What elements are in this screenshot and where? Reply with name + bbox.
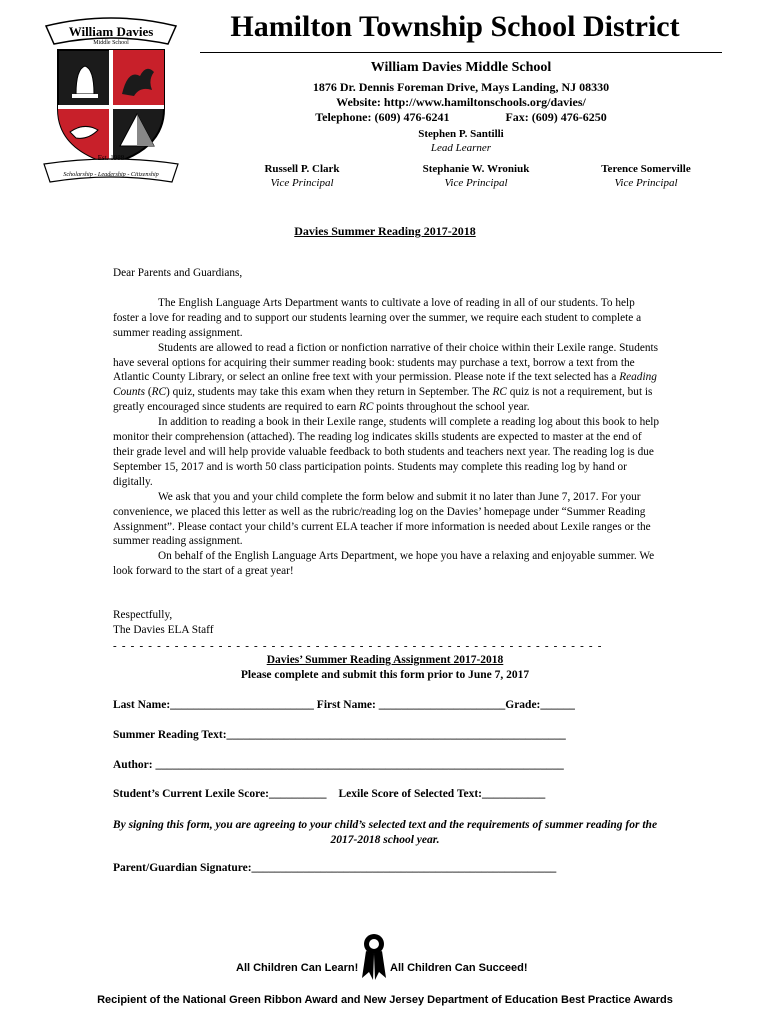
vice-principal-name: Terence Somerville: [601, 163, 691, 175]
author-field[interactable]: Author: _______________________________________________________________________: [113, 759, 564, 771]
vice-principal-name: Russell P. Clark: [264, 163, 340, 175]
crest-established: Est. 1988: [97, 154, 125, 162]
motto-left: All Children Can Learn!: [236, 962, 359, 974]
closing-line: Respectfully,: [113, 609, 173, 621]
paragraph-3: In addition to reading a book in their Lexile range, students will complete a reading log about this book to help monitor their comprehension (attached). The reading log indicates skills students are expected to master at the end of their grade level and will help provide valuable feedback to both students and teachers next year. The reading log is due September 15, 2017 and is worth 50 class participation points. Students may complete this reading log by hand or digitally.: [113, 416, 660, 488]
paragraph-4: We ask that you and your child complete the form below and submit it no later than June 7, 2017. For your convenience, we placed this letter as well as the rubric/reading log on the Davies’ homepage under “Summer Reading Assignment”. Please contact your child’s current ELA teacher if more information is needed about Lexile ranges or the summer reading assignment.: [113, 490, 651, 548]
grade-field[interactable]: Grade:______: [505, 699, 575, 711]
form-title: Davies’ Summer Reading Assignment 2017-2018: [266, 654, 504, 666]
district-title: Hamilton Township School District: [230, 10, 680, 43]
vice-principal-name: Stephanie W. Wroniuk: [422, 163, 530, 175]
fax: Fax: (609) 476-6250: [505, 110, 607, 124]
vice-principal-3: [556, 163, 736, 189]
header-rule: [200, 52, 722, 53]
vice-principal-2: [386, 163, 566, 189]
name-grade-row: [113, 699, 575, 711]
closing-signature: The Davies ELA Staff: [113, 624, 214, 636]
current-lexile-field[interactable]: Student’s Current Lexile Score:__________: [113, 788, 327, 800]
lexile-row: [113, 788, 545, 800]
crest-motto: Scholarship - Leadership - Citizenship: [63, 171, 159, 178]
letter-title: Davies Summer Reading 2017-2018: [294, 224, 476, 238]
lead-learner-name: Stephen P. Santilli: [418, 128, 504, 140]
agreement-statement: By signing this form, you are agreeing to your child’s selected text and the requirements of summer reading for the 2017-2018 school year.: [112, 819, 658, 846]
letter-body: [113, 266, 661, 579]
paragraph-1: The English Language Arts Department wants to cultivate a love of reading in all of our students. To help foster a love for reading and to support our students learning over the summer, we require each student to complete a summer reading assignment.: [113, 296, 642, 339]
letter-closing: [113, 608, 214, 638]
crest-banner-sub: Middle School: [93, 40, 129, 46]
school-name: William Davies Middle School: [370, 60, 552, 75]
paragraph-2: Students are allowed to read a fiction or nonfiction narrative of their choice within their Lexile range. Students have several options for acquiring their summer reading book: students may purchase a text, borrow a text from the Atlantic County Library, or select an online free text with your permission. Please note if the text selected has a Reading Counts (RC) quiz, students may take this exam when they return in September. The RC quiz is not a requirement, but is greatly encouraged since students are required to earn RC points throughout the school year.: [113, 341, 659, 414]
school-crest-logo: [36, 14, 186, 194]
paragraph-5: On behalf of the English Language Arts Department, we hope you have a relaxing and enjoyable summer. We look forward to the start of a great year!: [113, 550, 655, 578]
school-address: 1876 Dr. Dennis Foreman Drive, Mays Landing, NJ 08330: [312, 80, 610, 94]
school-website: Website: http://www.hamiltonschools.org/davies/: [336, 95, 586, 109]
vice-principal-1: [212, 163, 392, 189]
last-name-field[interactable]: Last Name:_________________________: [113, 699, 314, 711]
award-ribbon-icon: [360, 932, 388, 982]
form-subtitle: Please complete and submit this form prior to June 7, 2017: [240, 669, 530, 681]
signature-field[interactable]: Parent/Guardian Signature:_____________________________________________________: [113, 862, 557, 874]
award-statement: Recipient of the National Green Ribbon Award and New Jersey Department of Education Best Practice Awards: [97, 994, 673, 1006]
vice-principal-title: Vice Principal: [270, 177, 334, 189]
first-name-field[interactable]: First Name: ______________________: [313, 699, 506, 711]
telephone: Telephone: (609) 476-6241: [315, 110, 450, 124]
motto-right: All Children Can Succeed!: [390, 962, 528, 974]
summer-reading-text-field[interactable]: Summer Reading Text:___________________________________________________________: [113, 729, 566, 741]
school-phone-fax: [200, 110, 722, 125]
lead-learner-title: Lead Learner: [430, 142, 492, 154]
vice-principal-title: Vice Principal: [444, 177, 508, 189]
selected-lexile-field[interactable]: Lexile Score of Selected Text:___________: [338, 788, 546, 800]
vice-principal-title: Vice Principal: [614, 177, 678, 189]
crest-banner-top: William Davies: [68, 24, 154, 39]
cut-line: - - - - - - - - - - - - - - - - - - - - - - - - - - - - - - - - - - - - - - - - - - - - - - - - - - - - - - - -: [113, 640, 603, 652]
salutation: Dear Parents and Guardians,: [113, 267, 243, 279]
